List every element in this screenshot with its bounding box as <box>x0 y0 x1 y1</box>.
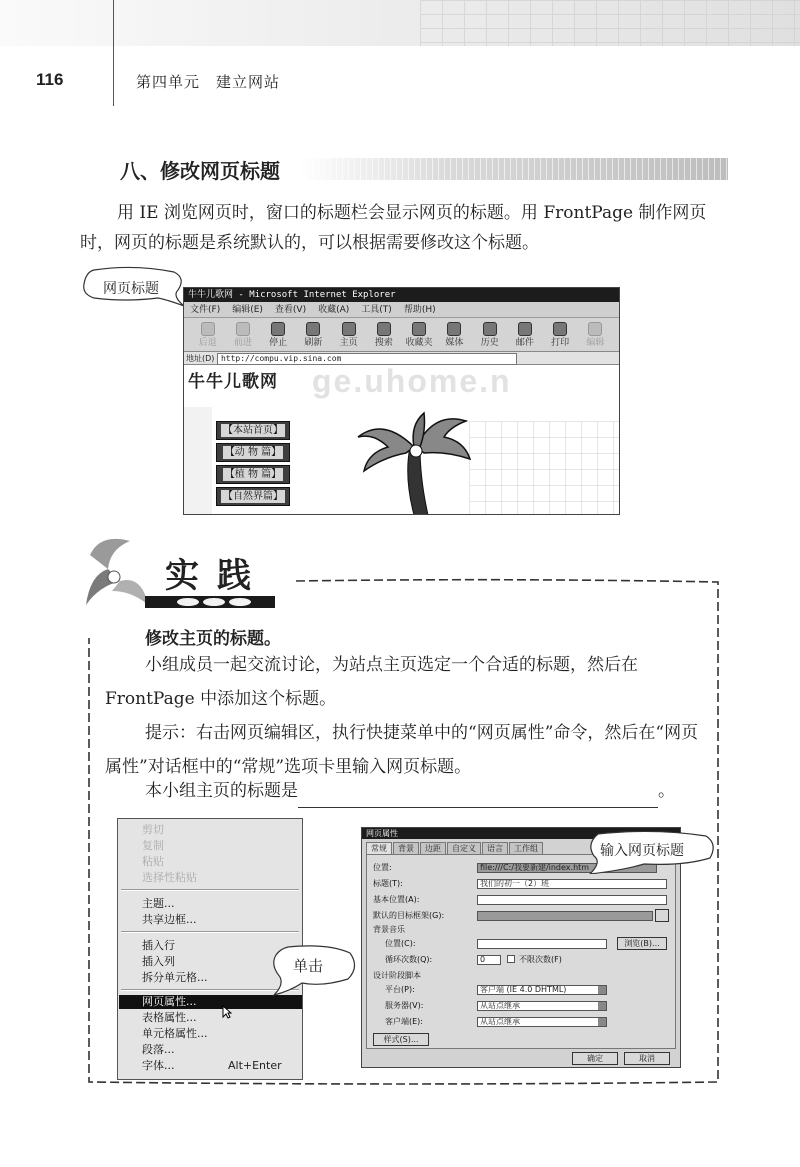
favorites-button[interactable]: 收藏夹 <box>402 322 437 348</box>
platform-label: 平台(P): <box>385 985 415 994</box>
tab-general[interactable]: 常规 <box>366 842 392 854</box>
fill-in-blank[interactable] <box>298 788 658 808</box>
practice-heading-bar <box>145 596 275 608</box>
intro-paragraph: 用 IE 浏览网页时，窗口的标题栏会显示网页的标题。用 FrontPage 制作网页时，网页的标题是系统默认的，可以根据需要修改这个标题。 <box>80 203 707 253</box>
nav-nature-link[interactable]: 【自然界篇】 <box>216 487 290 506</box>
menu-split-cells[interactable]: 拆分单元格... <box>142 971 208 984</box>
menu-theme[interactable]: 主题... <box>142 897 175 910</box>
loop-input[interactable]: 0 <box>477 955 501 965</box>
callout-enter-title-text: 输入网页标题 <box>600 843 684 859</box>
practice-emblem-icon <box>80 535 150 611</box>
location-label: 位置: <box>373 863 392 872</box>
fill-end: 。 <box>658 781 675 801</box>
general-tab-panel <box>366 854 676 1049</box>
dialog-title: 网页属性 <box>366 829 398 838</box>
client-label: 客户端(E): <box>385 1017 423 1026</box>
ie-title-bar <box>184 288 619 302</box>
mouse-cursor-icon <box>222 1005 232 1019</box>
style-button[interactable]: 样式(S)... <box>373 1033 429 1046</box>
menu-table-properties[interactable]: 表格属性... <box>142 1011 197 1024</box>
stop-icon <box>271 322 285 336</box>
cancel-button[interactable]: 取消 <box>624 1052 670 1065</box>
ie-page-content <box>184 365 619 515</box>
menu-cell-properties[interactable]: 单元格属性... <box>142 1027 208 1040</box>
ie-title-text: 牛牛儿歌网 - Microsoft Internet Explorer <box>188 290 396 300</box>
title-label: 标题(T): <box>373 879 403 888</box>
fill-prompt: 本小组主页的标题是 <box>145 781 298 801</box>
menu-paragraph[interactable]: 段落... <box>142 1043 175 1056</box>
page-number: 116 <box>36 70 64 89</box>
callout-click-text: 单击 <box>293 957 324 975</box>
ie-menu-favorites[interactable]: 收藏(A) <box>318 305 350 315</box>
back-button[interactable]: 后退 <box>190 322 225 348</box>
font-shortcut: Alt+Enter <box>228 1059 282 1072</box>
back-icon <box>201 322 215 336</box>
title-input[interactable]: 我们的初一（2）班 <box>477 879 667 889</box>
loop-label: 循环次数(Q): <box>385 955 433 964</box>
dialog-tabs <box>366 842 544 854</box>
frame-picker-button[interactable] <box>655 909 669 922</box>
practice-heading: 实践 <box>165 556 269 596</box>
no-limit-label: 不限次数(F) <box>519 955 562 964</box>
mail-button[interactable]: 邮件 <box>507 322 542 348</box>
task-description: 小组成员一起交流讨论，为站点主页选定一个合适的标题，然后在 FrontPage 中添加这个标题。 <box>105 655 638 709</box>
bgsound-location-label: 位置(C): <box>385 939 416 948</box>
print-icon <box>553 322 567 336</box>
server-label: 服务器(V): <box>385 1001 424 1010</box>
client-select[interactable]: 从站点继承 <box>477 1017 607 1027</box>
task-hint: 提示：右击网页编辑区，执行快捷菜单中的“网页属性”命令，然后在“网页属性”对话框中的“常规”选项卡里输入网页标题。 <box>105 723 699 777</box>
task-title: 修改主页的标题。 <box>145 629 281 649</box>
chevron-down-icon <box>598 1018 606 1026</box>
platform-select[interactable]: 客户端 (IE 4.0 DHTML) <box>477 985 607 995</box>
section-title: 八、修改网页标题 <box>120 159 280 183</box>
address-input[interactable]: http://compu.vip.sina.com <box>217 353 517 365</box>
tab-background[interactable]: 背景 <box>393 842 419 854</box>
menu-insert-column[interactable]: 插入列 <box>142 955 175 968</box>
media-button[interactable]: 媒体 <box>437 322 472 348</box>
menu-paste-special: 选择性粘贴 <box>142 871 197 884</box>
refresh-icon <box>306 322 320 336</box>
script-group-label: 设计阶段脚本 <box>373 971 421 980</box>
search-button[interactable]: 搜索 <box>366 322 401 348</box>
menu-insert-row[interactable]: 插入行 <box>142 939 175 952</box>
location-field: file:///C:/我要新建/index.htm <box>477 863 657 873</box>
browse-button[interactable]: 浏览(B)... <box>617 937 667 950</box>
header-decoration <box>0 0 800 46</box>
fill-in-row <box>145 774 675 808</box>
site-logo: 牛牛儿歌网 <box>188 372 278 392</box>
bgsound-group-label: 背景音乐 <box>373 925 405 934</box>
header-divider <box>113 0 114 106</box>
media-icon <box>447 322 461 336</box>
refresh-button[interactable]: 刷新 <box>296 322 331 348</box>
mail-icon <box>518 322 532 336</box>
menu-font[interactable]: 字体... <box>142 1059 175 1072</box>
default-frame-input[interactable] <box>477 911 653 921</box>
ie-menu-help[interactable]: 帮助(H) <box>403 305 436 315</box>
callout-window-title: 网页标题 <box>103 281 159 297</box>
history-icon <box>483 322 497 336</box>
base-location-label: 基本位置(A): <box>373 895 420 904</box>
palm-tree-illustration <box>354 407 474 515</box>
menu-page-properties[interactable]: 网页属性... <box>119 995 303 1009</box>
nav-home-link[interactable]: 【本站首页】 <box>216 421 290 440</box>
history-button[interactable]: 历史 <box>472 322 507 348</box>
ok-button[interactable]: 确定 <box>572 1052 618 1065</box>
address-label: 地址(D) <box>186 354 215 363</box>
home-icon <box>342 322 356 336</box>
ie-menu-edit[interactable]: 编辑(E) <box>232 305 263 315</box>
print-button[interactable]: 打印 <box>543 322 578 348</box>
chapter-title: 第四单元 建立网站 <box>136 73 281 91</box>
nav-animal-link[interactable]: 【动 物 篇】 <box>216 443 290 462</box>
edit-icon <box>588 322 602 336</box>
tab-custom[interactable]: 自定义 <box>447 842 481 854</box>
ie-menu-file[interactable]: 文件(F) <box>190 305 221 315</box>
forward-button[interactable]: 前进 <box>225 322 260 348</box>
chevron-down-icon <box>598 986 606 994</box>
site-watermark: ge.uhome.n <box>312 363 512 399</box>
menu-cut: 剪切 <box>142 823 164 836</box>
heading-band <box>300 158 728 180</box>
bgsound-location-input[interactable] <box>477 939 607 949</box>
menu-paste: 粘贴 <box>142 855 164 868</box>
tab-language[interactable]: 语言 <box>482 842 508 854</box>
home-button[interactable]: 主页 <box>331 322 366 348</box>
ie-menu-bar <box>184 302 619 318</box>
favorites-icon <box>412 322 426 336</box>
no-limit-checkbox[interactable] <box>507 955 515 963</box>
forward-icon <box>236 322 250 336</box>
menu-shared-borders[interactable]: 共享边框... <box>142 913 197 926</box>
ie-menu-tools[interactable]: 工具(T) <box>361 305 392 315</box>
ie-toolbar <box>184 318 619 352</box>
edit-button[interactable]: 编辑 <box>578 322 613 348</box>
tab-margins[interactable]: 边距 <box>420 842 446 854</box>
ie-menu-view[interactable]: 查看(V) <box>274 305 307 315</box>
tab-workgroup[interactable]: 工作组 <box>509 842 543 854</box>
nav-plant-link[interactable]: 【植 物 篇】 <box>216 465 290 484</box>
ie-window-screenshot <box>183 287 620 515</box>
default-frame-label: 默认的目标框架(G): <box>373 911 445 920</box>
base-location-input[interactable] <box>477 895 667 905</box>
stop-button[interactable]: 停止 <box>261 322 296 348</box>
search-icon <box>377 322 391 336</box>
menu-copy: 复制 <box>142 839 164 852</box>
server-select[interactable]: 从站点继承 <box>477 1001 607 1011</box>
chevron-down-icon <box>598 1002 606 1010</box>
